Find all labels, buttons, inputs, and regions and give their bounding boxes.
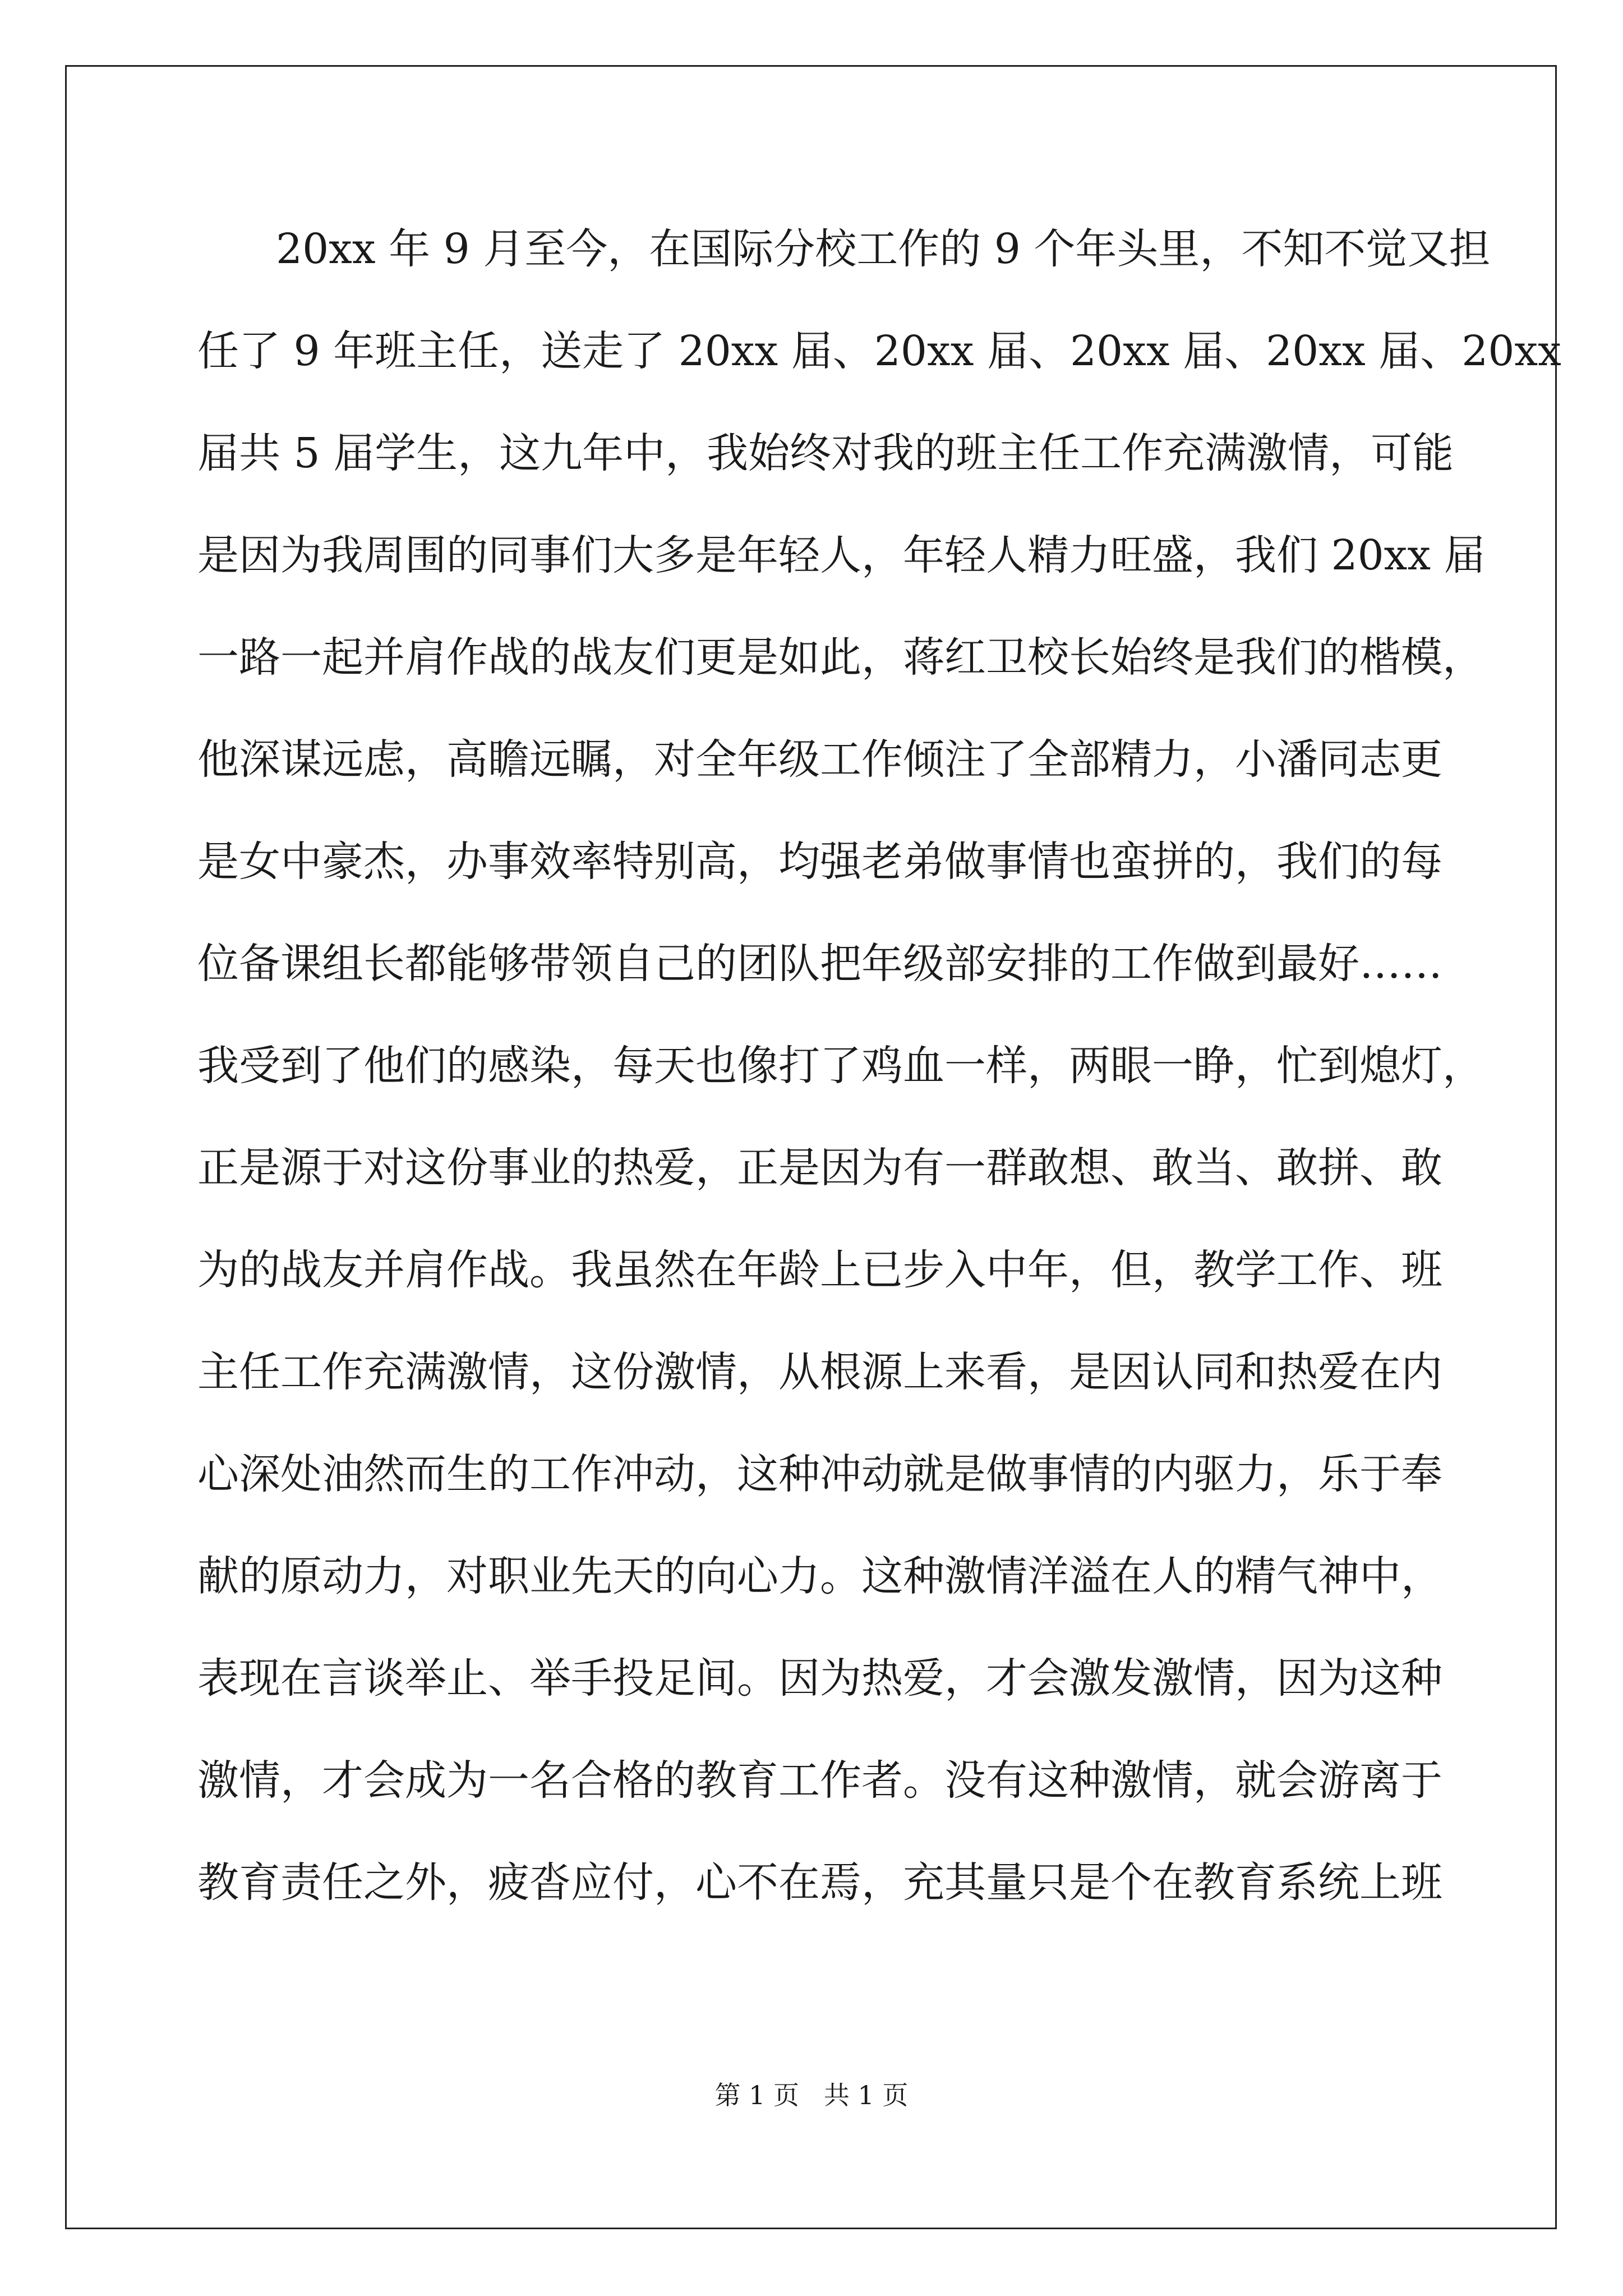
text-line: 正是源于对这份事业的热爱，正是因为有一群敢想、敢当、敢拼、敢 bbox=[197, 1144, 1442, 1192]
text-line: 届共 5 届学生，这九年中，我始终对我的班主任工作充满激情，可能 bbox=[197, 429, 1454, 477]
text-line: 主任工作充满激情，这份激情，从根源上来看，是因认同和热爱在内 bbox=[197, 1348, 1442, 1396]
text-line: 教育责任之外，疲沓应付，心不在焉，充其量只是个在教育系统上班 bbox=[197, 1858, 1442, 1907]
text-line: 任了 9 年班主任，送走了 20xx 届、20xx 届、20xx 届、20xx 届、20xx bbox=[197, 327, 1561, 375]
document-body bbox=[197, 221, 1561, 1957]
text-line: 为的战友并肩作战。我虽然在年龄上已步入中年，但，教学工作、班 bbox=[197, 1246, 1442, 1294]
text-line: 表现在言谈举止、举手投足间。因为热爱，才会激发激情，因为这种 bbox=[197, 1654, 1442, 1703]
text-line: 心深处油然而生的工作冲动，这种冲动就是做事情的内驱力，乐于奉 bbox=[197, 1450, 1442, 1498]
text-line: 20xx 年 9 月至今，在国际分校工作的 9 个年头里，不知不觉又担 bbox=[276, 225, 1491, 273]
text-line: 是因为我周围的同事们大多是年轻人，年轻人精力旺盛，我们 20xx 届 bbox=[197, 531, 1486, 579]
text-line: 我受到了他们的感染，每天也像打了鸡血一样，两眼一睁，忙到熄灯， bbox=[197, 1042, 1484, 1090]
text-line: 激情，才会成为一名合格的教育工作者。没有这种激情，就会游离于 bbox=[197, 1756, 1442, 1805]
page-footer: 第 1 页 共 1 页 bbox=[714, 2080, 909, 2110]
text-line: 他深谋远虑，高瞻远瞩，对全年级工作倾注了全部精力，小潘同志更 bbox=[197, 735, 1442, 784]
text-line: 献的原动力，对职业先天的向心力。这种激情洋溢在人的精气神中， bbox=[197, 1552, 1442, 1600]
text-line: 是女中豪杰，办事效率特别高，均强老弟做事情也蛮拼的，我们的每 bbox=[197, 838, 1442, 886]
text-line: 一路一起并肩作战的战友们更是如此，蒋红卫校长始终是我们的楷模， bbox=[197, 633, 1484, 682]
text-line: 位备课组长都能够带领自己的团队把年级部安排的工作做到最好…… bbox=[197, 940, 1442, 988]
